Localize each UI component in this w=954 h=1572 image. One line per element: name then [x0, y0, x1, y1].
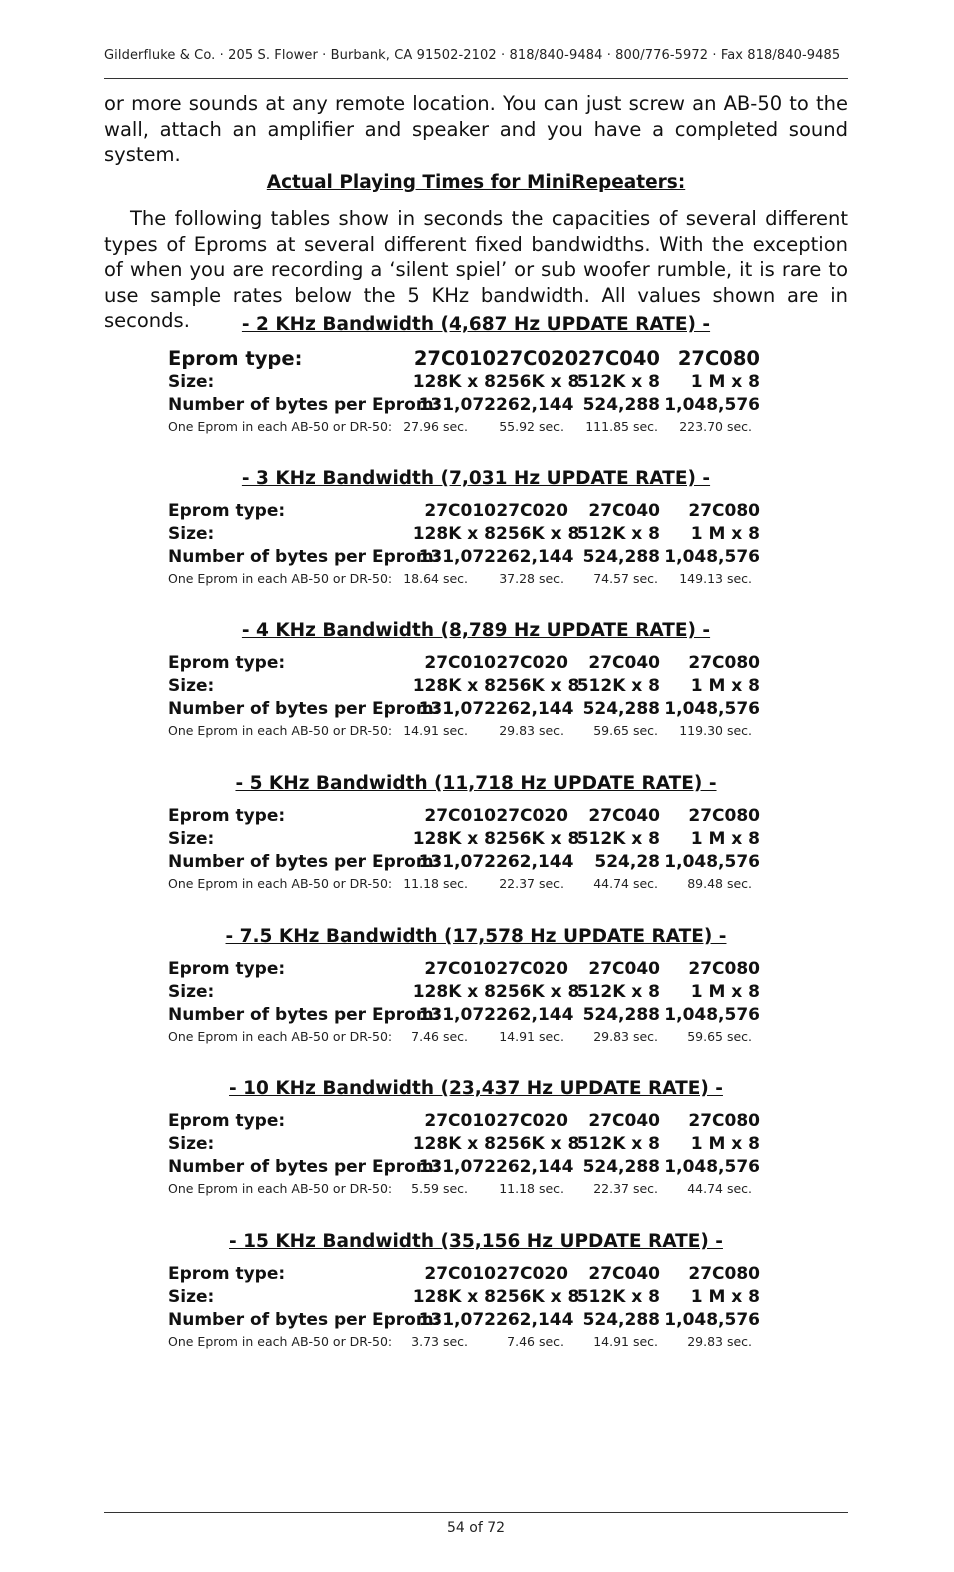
table-cell: 256K x 8 [496, 1134, 580, 1154]
bytes-row [104, 1309, 848, 1332]
row-label: Number of bytes per Eprom: [168, 395, 441, 415]
table-cell: 29.83 sec. [499, 723, 564, 738]
table-cell: 27C040 [588, 1264, 660, 1284]
table-cell: 223.70 sec. [679, 419, 752, 434]
page-header: Gilderfluke & Co. · 205 S. Flower · Burbank, CA 91502-2102 · 818/840-9484 · 800/776-5972 · Fax 818/840-9485 [104, 48, 841, 63]
table-cell: 14.91 sec. [499, 1029, 564, 1044]
table-cell: 29.83 sec. [687, 1334, 752, 1349]
table-cell: 37.28 sec. [499, 571, 564, 586]
size-row [104, 1133, 848, 1156]
playing-time-row [104, 417, 848, 436]
table-cell: 27C020 [496, 806, 568, 826]
table-cell: 1 M x 8 [690, 1287, 760, 1307]
table-cell: 55.92 sec. [499, 419, 564, 434]
table-cell: 27C080 [677, 347, 760, 370]
table-title: - 5 KHz Bandwidth (11,718 Hz UPDATE RATE) - [235, 773, 717, 794]
table-cell: 131,072 [418, 699, 496, 719]
table-cell: 262,144 [496, 1157, 574, 1177]
table-cell: 27C020 [496, 1111, 568, 1131]
playing-time-row [104, 1332, 848, 1351]
table-cell: 27C010 [424, 1111, 496, 1131]
size-row [104, 828, 848, 851]
table-cell: 512K x 8 [576, 676, 660, 696]
row-label: One Eprom in each AB-50 or DR-50: [168, 1334, 393, 1349]
eprom-type-row [104, 1110, 848, 1133]
table-cell: 131,072 [418, 395, 496, 415]
eprom-type-row [104, 652, 848, 675]
table-cell: 27C010 [424, 806, 496, 826]
bytes-row [104, 546, 848, 569]
bandwidth-table [104, 924, 848, 1046]
table-cell: 256K x 8 [496, 524, 580, 544]
table-cell: 256K x 8 [496, 676, 580, 696]
table-cell: 128K x 8 [412, 982, 496, 1002]
table-cell: 7.46 sec. [507, 1334, 564, 1349]
table-cell: 524,288 [582, 1157, 660, 1177]
table-cell: 1 M x 8 [690, 524, 760, 544]
table-cell: 27C040 [588, 1111, 660, 1131]
table-cell: 44.74 sec. [593, 876, 658, 891]
eprom-type-row [104, 958, 848, 981]
table-cell: 128K x 8 [412, 1134, 496, 1154]
table-cell: 5.59 sec. [411, 1181, 468, 1196]
table-cell: 27C020 [496, 1264, 568, 1284]
table-cell: 1,048,576 [664, 852, 760, 872]
table-cell: 256K x 8 [496, 1287, 580, 1307]
table-cell: 27C010 [424, 1264, 496, 1284]
size-row [104, 523, 848, 546]
row-label: Size: [168, 524, 215, 544]
table-cell: 27C010 [424, 653, 496, 673]
row-label: Number of bytes per Eprom: [168, 1157, 441, 1177]
table-cell: 1 M x 8 [690, 829, 760, 849]
table-cell: 149.13 sec. [679, 571, 752, 586]
table-cell: 27C020 [496, 959, 568, 979]
eprom-type-row [104, 1263, 848, 1286]
table-cell: 27C080 [688, 1111, 760, 1131]
playing-time-row [104, 721, 848, 740]
playing-time-row [104, 1027, 848, 1046]
table-cell: 27C010 [424, 501, 496, 521]
playing-time-row [104, 1179, 848, 1198]
table-cell: 262,144 [496, 699, 574, 719]
table-cell: 1,048,576 [664, 699, 760, 719]
row-label: Eprom type: [168, 1111, 286, 1131]
table-cell: 128K x 8 [412, 676, 496, 696]
table-cell: 128K x 8 [412, 1287, 496, 1307]
table-cell: 524,288 [582, 1005, 660, 1025]
bandwidth-table [104, 466, 848, 588]
table-cell: 27C010 [413, 347, 496, 370]
bandwidth-table [104, 618, 848, 740]
table-cell: 27C020 [496, 653, 568, 673]
bytes-row [104, 1004, 848, 1027]
table-title: - 4 KHz Bandwidth (8,789 Hz UPDATE RATE) - [241, 620, 711, 641]
table-cell: 27C080 [688, 653, 760, 673]
table-cell: 131,072 [418, 852, 496, 872]
page-number: 54 of 72 [446, 1520, 506, 1536]
table-cell: 14.91 sec. [593, 1334, 658, 1349]
body-paragraph: The following tables show in seconds the capacities of several different types of Eproms at several different fixed bandwidths. With the exception of when you are recording a ‘silent spiel’ or sub woofer rumble, it is rare to use sample rates below the 5 KHz bandwidth. All values shown are in seconds. [104, 207, 848, 332]
header-rule [104, 78, 848, 79]
table-cell: 22.37 sec. [499, 876, 564, 891]
table-cell: 29.83 sec. [593, 1029, 658, 1044]
row-label: One Eprom in each AB-50 or DR-50: [168, 1181, 393, 1196]
row-label: Eprom type: [168, 806, 286, 826]
row-label: One Eprom in each AB-50 or DR-50: [168, 419, 393, 434]
table-cell: 74.57 sec. [593, 571, 658, 586]
row-label: Number of bytes per Eprom: [168, 1005, 441, 1025]
table-cell: 1,048,576 [664, 1310, 760, 1330]
row-label: Eprom type: [168, 653, 286, 673]
table-title: - 15 KHz Bandwidth (35,156 Hz UPDATE RATE) - [229, 1231, 723, 1252]
bandwidth-table [104, 1076, 848, 1198]
table-cell: 128K x 8 [412, 372, 496, 392]
eprom-type-row [104, 500, 848, 523]
table-cell: 27C080 [688, 959, 760, 979]
eprom-type-row [104, 805, 848, 828]
table-cell: 524,288 [582, 547, 660, 567]
row-label: Number of bytes per Eprom: [168, 699, 441, 719]
table-cell: 27C010 [424, 959, 496, 979]
row-label: One Eprom in each AB-50 or DR-50: [168, 723, 393, 738]
row-label: Eprom type: [168, 959, 286, 979]
table-cell: 256K x 8 [496, 982, 580, 1002]
table-cell: 524,288 [582, 699, 660, 719]
table-cell: 89.48 sec. [687, 876, 752, 891]
table-cell: 27C040 [588, 501, 660, 521]
row-label: Number of bytes per Eprom: [168, 852, 441, 872]
table-cell: 22.37 sec. [593, 1181, 658, 1196]
intro-text: or more sounds at any remote location. You can just screw an AB-50 to the wall, attach an amplifier and speaker and you have a completed sound system. [104, 92, 848, 166]
bytes-row [104, 1156, 848, 1179]
table-cell: 262,144 [496, 395, 574, 415]
table-cell: 11.18 sec. [403, 876, 468, 891]
table-cell: 27C080 [688, 806, 760, 826]
table-title: - 3 KHz Bandwidth (7,031 Hz UPDATE RATE) - [241, 468, 711, 489]
table-cell: 1,048,576 [664, 395, 760, 415]
size-row [104, 981, 848, 1004]
row-label: Size: [168, 676, 215, 696]
table-cell: 27C040 [588, 806, 660, 826]
table-cell: 524,288 [582, 395, 660, 415]
table-cell: 119.30 sec. [679, 723, 752, 738]
table-cell: 256K x 8 [496, 372, 580, 392]
table-cell: 128K x 8 [412, 524, 496, 544]
table-cell: 512K x 8 [576, 372, 660, 392]
table-cell: 27C020 [496, 347, 579, 370]
row-label: Size: [168, 982, 215, 1002]
bandwidth-table [104, 771, 848, 893]
row-label: One Eprom in each AB-50 or DR-50: [168, 876, 393, 891]
table-cell: 1 M x 8 [690, 372, 760, 392]
table-cell: 27C040 [588, 653, 660, 673]
table-cell: 131,072 [418, 1157, 496, 1177]
row-label: Eprom type: [168, 501, 286, 521]
table-cell: 1,048,576 [664, 547, 760, 567]
table-cell: 131,072 [418, 1005, 496, 1025]
table-cell: 128K x 8 [412, 829, 496, 849]
size-row [104, 675, 848, 698]
table-cell: 59.65 sec. [687, 1029, 752, 1044]
table-title: - 7.5 KHz Bandwidth (17,578 Hz UPDATE RATE) - [225, 926, 727, 947]
eprom-type-row [104, 346, 848, 371]
table-cell: 1,048,576 [664, 1005, 760, 1025]
table-cell: 512K x 8 [576, 982, 660, 1002]
table-cell: 27C020 [496, 501, 568, 521]
table-cell: 18.64 sec. [403, 571, 468, 586]
table-cell: 524,288 [582, 1310, 660, 1330]
table-cell: 1 M x 8 [690, 1134, 760, 1154]
table-cell: 14.91 sec. [403, 723, 468, 738]
table-cell: 512K x 8 [576, 1287, 660, 1307]
table-cell: 27.96 sec. [403, 419, 468, 434]
row-label: Eprom type: [168, 1264, 286, 1284]
table-cell: 7.46 sec. [411, 1029, 468, 1044]
footer-rule [104, 1512, 848, 1513]
table-cell: 27C080 [688, 501, 760, 521]
size-row [104, 1286, 848, 1309]
section-title: Actual Playing Times for MiniRepeaters: [266, 172, 686, 193]
row-label: Size: [168, 372, 215, 392]
bytes-row [104, 698, 848, 721]
table-cell: 111.85 sec. [585, 419, 658, 434]
bytes-row [104, 394, 848, 417]
row-label: Size: [168, 1287, 215, 1307]
row-label: Size: [168, 1134, 215, 1154]
table-cell: 512K x 8 [576, 1134, 660, 1154]
table-cell: 262,144 [496, 1005, 574, 1025]
table-cell: 262,144 [496, 852, 574, 872]
table-cell: 1 M x 8 [690, 982, 760, 1002]
table-cell: 3.73 sec. [411, 1334, 468, 1349]
row-label: Size: [168, 829, 215, 849]
playing-time-row [104, 569, 848, 588]
table-cell: 44.74 sec. [687, 1181, 752, 1196]
row-label: One Eprom in each AB-50 or DR-50: [168, 1029, 393, 1044]
size-row [104, 371, 848, 394]
table-cell: 131,072 [418, 547, 496, 567]
table-cell: 27C040 [588, 959, 660, 979]
row-label: Number of bytes per Eprom: [168, 1310, 441, 1330]
table-cell: 11.18 sec. [499, 1181, 564, 1196]
playing-time-row [104, 874, 848, 893]
bytes-row [104, 851, 848, 874]
bandwidth-table [104, 1229, 848, 1351]
table-cell: 262,144 [496, 547, 574, 567]
row-label: Number of bytes per Eprom: [168, 547, 441, 567]
table-title: - 10 KHz Bandwidth (23,437 Hz UPDATE RATE) - [229, 1078, 723, 1099]
table-cell: 512K x 8 [576, 829, 660, 849]
table-cell: 524,28 [594, 852, 660, 872]
table-cell: 1,048,576 [664, 1157, 760, 1177]
table-cell: 59.65 sec. [593, 723, 658, 738]
table-title: - 2 KHz Bandwidth (4,687 Hz UPDATE RATE) - [241, 314, 711, 335]
row-label: One Eprom in each AB-50 or DR-50: [168, 571, 393, 586]
table-cell: 512K x 8 [576, 524, 660, 544]
table-cell: 27C080 [688, 1264, 760, 1284]
table-cell: 27C040 [577, 347, 660, 370]
table-cell: 262,144 [496, 1310, 574, 1330]
table-cell: 131,072 [418, 1310, 496, 1330]
bandwidth-table [104, 312, 848, 436]
table-cell: 1 M x 8 [690, 676, 760, 696]
row-label: Eprom type: [168, 347, 303, 370]
table-cell: 256K x 8 [496, 829, 580, 849]
